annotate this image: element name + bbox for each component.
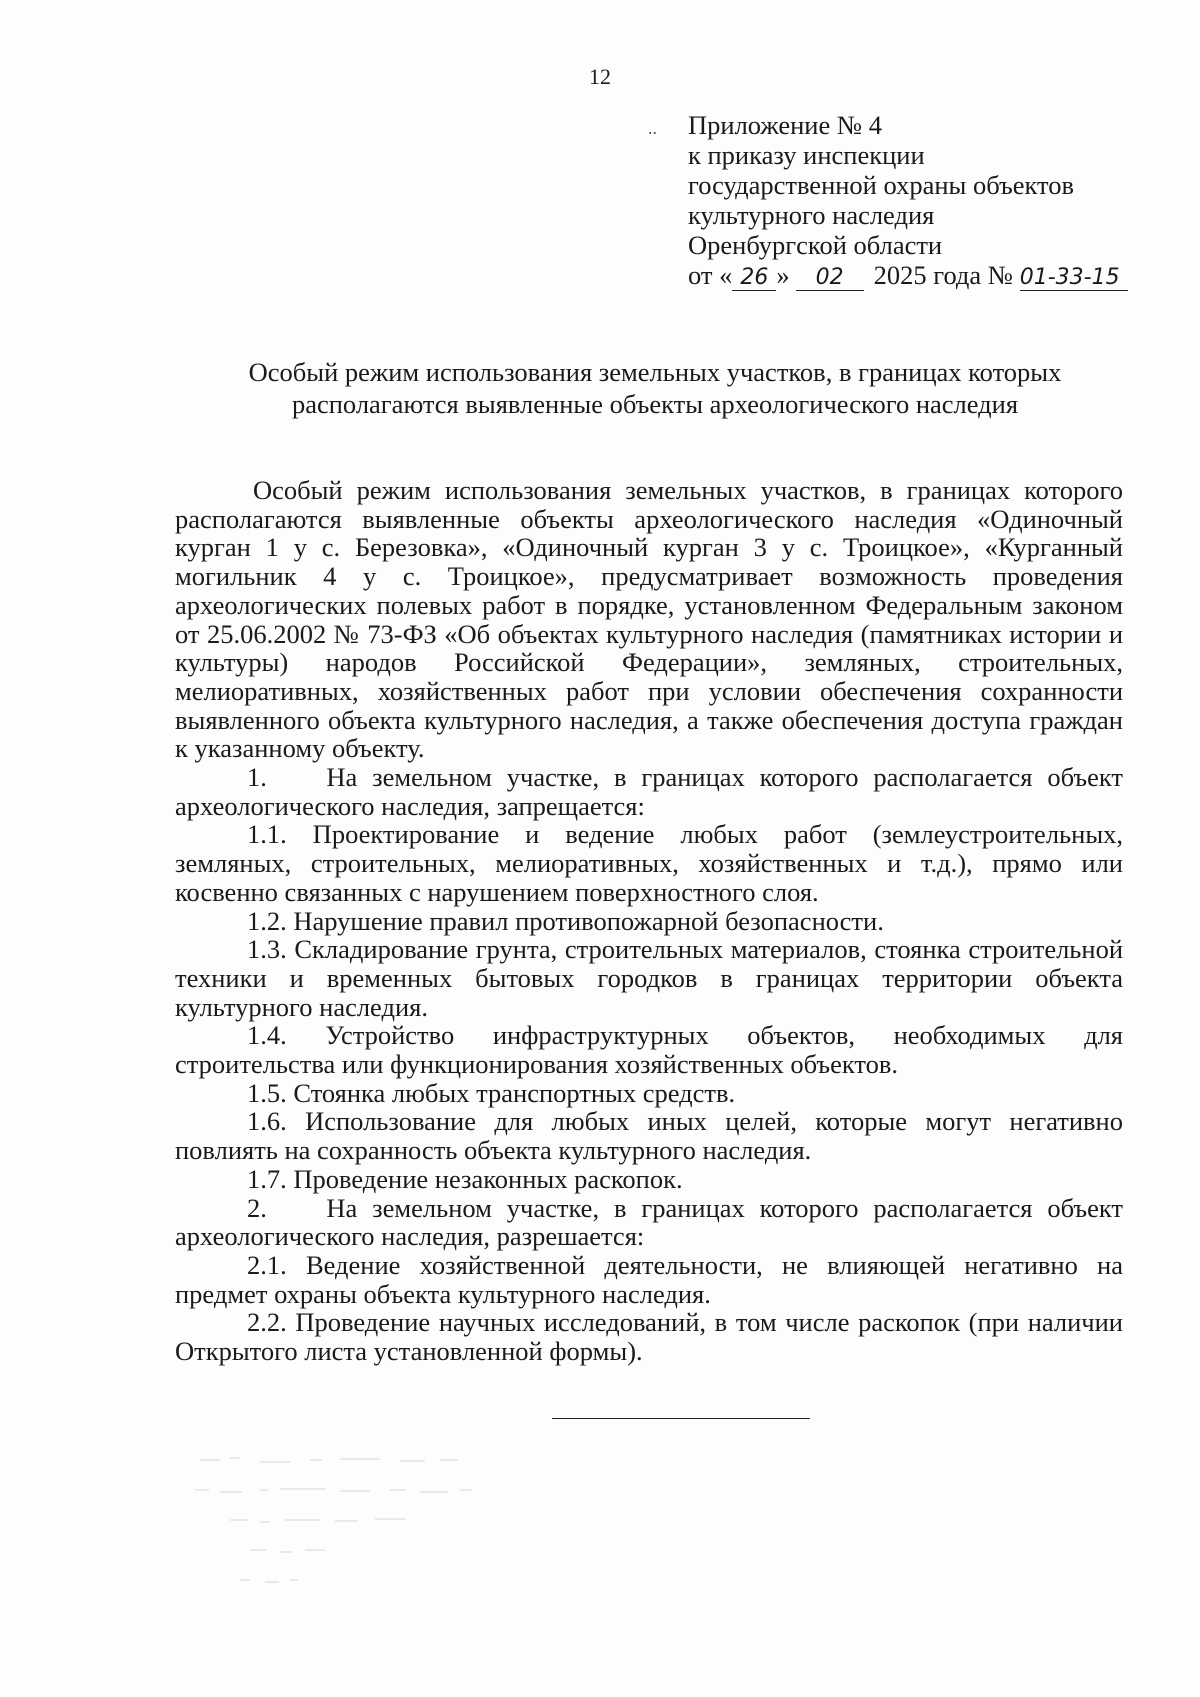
end-separator-line (552, 1418, 810, 1419)
appendix-header (688, 110, 1158, 291)
intro-paragraph: Особый режим использования земельных участков, в границах которого располагаются выявленные объекты археологического наследия «Одиночный курган 1 у с. Березовка», «Одиночный курган 3 у с. Троицкое», «Курганный могильник 4 у с. Троицкое», предусматривает возможность проведения археологических полевых работ в порядке, установленном Федеральным законом от 25.06.2002 № 73-ФЗ «Об объектах культурного наследия (памятниках истории и культуры) народов Российской Федерации», земляных, строительных, мелиоративных, хозяйственных работ при условии обеспечения сохранности выявленного объекта культурного наследия, а также обеспечения доступа граждан к указанному объекту. (175, 475, 1123, 764)
clause-2: 2. На земельном участке, в границах которого располагается объект археологического наследия, разрешается: (175, 1192, 1123, 1252)
appendix-line-3: государственной охраны объектов (688, 170, 1075, 200)
handwritten-month: 02 (796, 266, 864, 291)
clause-1-3: 1.3. Складирование грунта, строительных материалов, стоянка строительной техники и временных бытовых городков в границах территории объекта культурного наследия. (175, 934, 1123, 1022)
margin-dots: .. (648, 118, 657, 138)
appendix-line-4: культурного наследия (688, 200, 935, 230)
document-body (175, 476, 1123, 1366)
clause-1-2: 1.2. Нарушение правил противопожарной безопасности. (247, 905, 884, 936)
clause-1-4: 1.4. Устройство инфраструктурных объектов, необходимых для строительства или функционирования хозяйственных объектов. (175, 1020, 1123, 1080)
clause-1-5: 1.5. Стоянка любых транспортных средств. (247, 1077, 736, 1108)
title-line-2: располагаются выявленные объекты археологического наследия (291, 389, 1019, 419)
date-year: 2025 года № (873, 260, 1014, 290)
clause-1: 1. На земельном участке, в границах которого располагается объект археологического наследия, запрещается: (175, 762, 1123, 821)
date-quote-close: » (776, 260, 790, 290)
bleed-through-marks (190, 1440, 610, 1620)
title-line-1: Особый режим использования земельных участков, в границах которых (248, 357, 1062, 387)
page-number: 12 (589, 64, 611, 89)
clause-2-2: 2.2. Проведение научных исследований, в том числе раскопок (при наличии Открытого листа установленной формы). (175, 1307, 1123, 1367)
clause-1-7: 1.7. Проведение незаконных раскопок. (247, 1163, 683, 1194)
clause-2-1: 2.1. Ведение хозяйственной деятельности, не влияющей негативно на предмет охраны объекта культурного наследия. (175, 1249, 1123, 1309)
handwritten-order-number: 01-33-15 (1020, 266, 1128, 291)
handwritten-day: 26 (732, 266, 776, 291)
appendix-line-1: Приложение № 4 (688, 110, 883, 140)
document-title (150, 356, 1160, 420)
date-prefix: от « (688, 260, 733, 290)
clause-1-1: 1.1. Проектирование и ведение любых работ (землеустроительных, земляных, строительных, мелиоративных, хозяйственных и т.д.), прямо или косвенно связанных с нарушением поверхностного слоя. (175, 819, 1123, 907)
clause-1-6: 1.6. Использование для любых иных целей, которые могут негативно повлиять на сохранность объекта культурного наследия. (175, 1106, 1123, 1166)
appendix-line-2: к приказу инспекции (688, 140, 925, 170)
appendix-date-line (688, 260, 1158, 291)
appendix-line-5: Оренбургской области (688, 230, 943, 260)
